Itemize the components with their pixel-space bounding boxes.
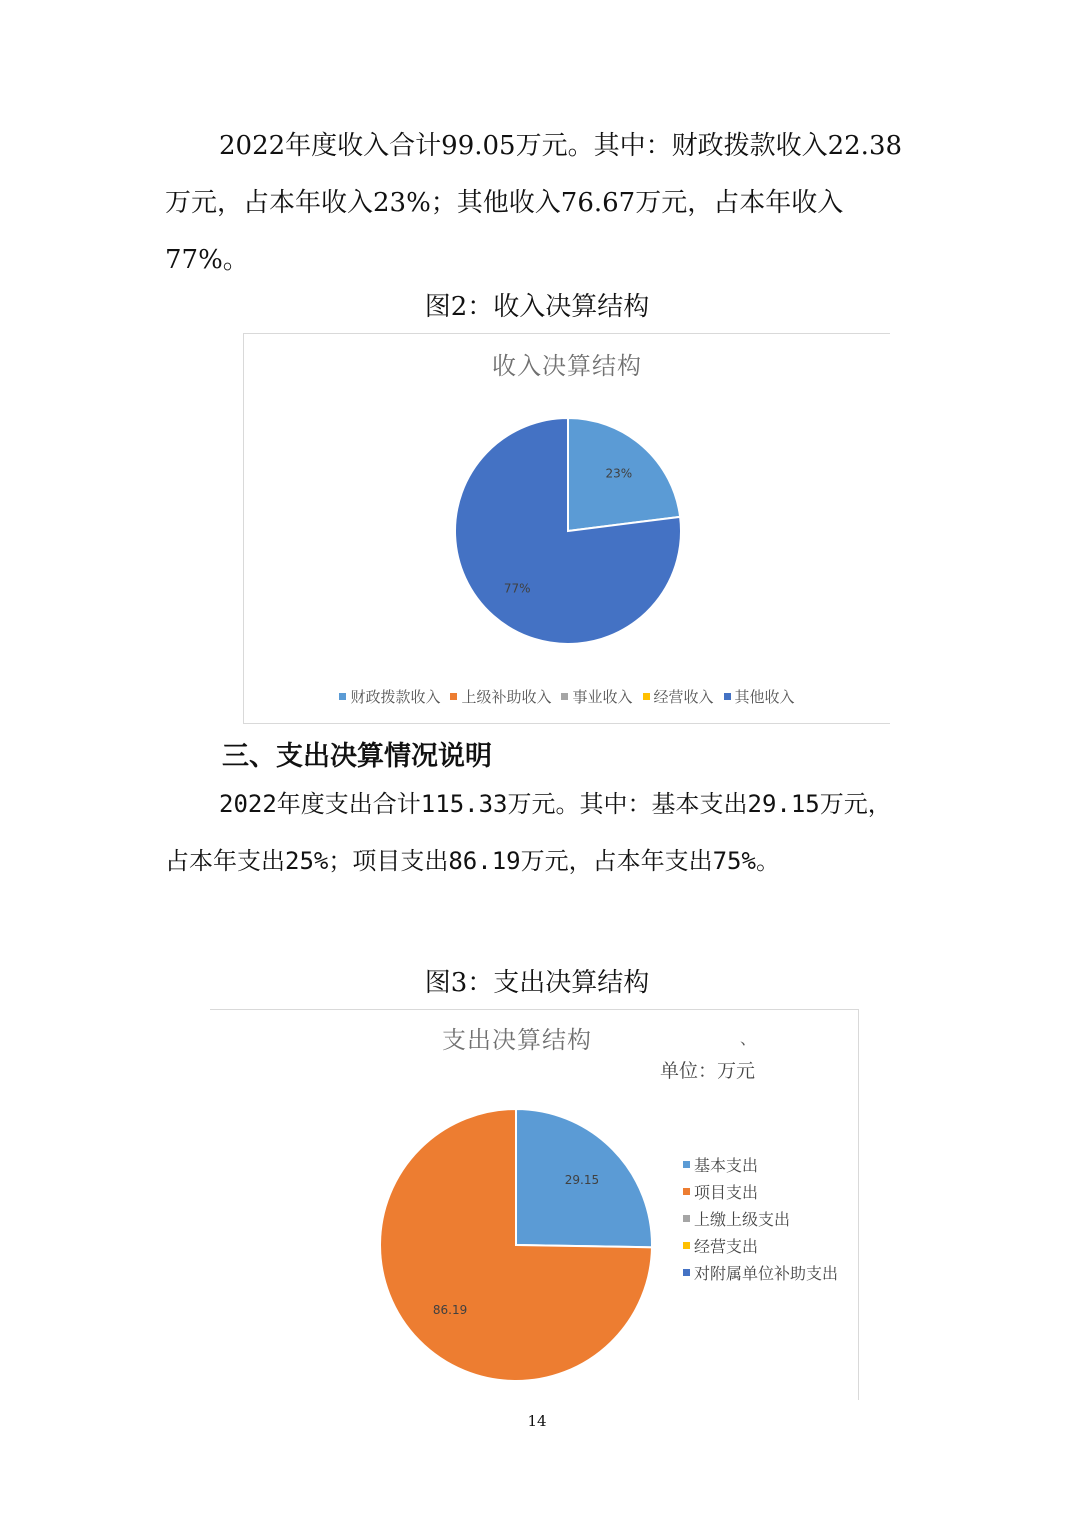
legend-label: 上缴上级支出	[694, 1210, 791, 1229]
legend-label: 上级补助收入	[461, 688, 552, 706]
legend-item	[450, 686, 551, 707]
slice-data-label: 23%	[605, 466, 633, 481]
legend-swatch	[450, 693, 457, 700]
income-legend	[244, 686, 890, 707]
expenditure-legend	[683, 1153, 838, 1284]
legend-swatch	[683, 1242, 690, 1249]
figure3-caption: 图3：支出决算结构	[424, 968, 650, 998]
legend-label: 经营支出	[694, 1237, 759, 1256]
legend-swatch	[643, 693, 650, 700]
legend-swatch	[683, 1215, 690, 1222]
legend-label: 财政拨款收入	[350, 688, 441, 706]
stray-mark: 、	[740, 1029, 757, 1048]
chart-title: 支出决算结构	[442, 1026, 592, 1054]
income-pie-svg	[244, 334, 890, 723]
legend-item	[683, 1261, 838, 1284]
legend-swatch	[683, 1269, 690, 1276]
expenditure-pie-chart	[210, 1009, 859, 1400]
legend-item	[643, 686, 714, 707]
legend-item	[683, 1207, 838, 1230]
legend-item	[561, 686, 632, 707]
income-pie-chart	[243, 333, 890, 724]
legend-item	[683, 1153, 838, 1176]
slice-data-label: 77%	[503, 581, 531, 596]
legend-swatch	[561, 693, 568, 700]
income-paragraph: 2022年度收入合计99.05万元。其中：财政拨款收入22.38万元，占本年收入23%；其他收入76.67万元，占本年收入77%。	[165, 131, 903, 275]
chart-title: 收入决算结构	[492, 352, 642, 380]
legend-item	[683, 1180, 838, 1203]
legend-item	[683, 1234, 838, 1257]
legend-label: 事业收入	[572, 688, 633, 706]
legend-swatch	[683, 1161, 690, 1168]
legend-item	[724, 686, 795, 707]
expenditure-paragraph: 2022年度支出合计115.33万元。其中：基本支出29.15万元，占本年支出25%；项目支出86.19万元，占本年支出75%。	[165, 790, 892, 875]
legend-swatch	[339, 693, 346, 700]
legend-label: 对附属单位补助支出	[694, 1264, 839, 1283]
legend-label: 经营收入	[653, 688, 714, 706]
legend-swatch	[724, 693, 731, 700]
figure2-caption: 图2：收入决算结构	[424, 292, 650, 322]
slice-data-label: 86.19	[432, 1302, 468, 1317]
legend-label: 基本支出	[694, 1156, 759, 1175]
page-number: 14	[527, 1412, 547, 1430]
legend-label: 项目支出	[694, 1183, 759, 1202]
section-heading: 三、支出决算情况说明	[222, 741, 492, 772]
legend-label: 其他收入	[734, 688, 795, 706]
legend-item	[339, 686, 440, 707]
unit-label: 单位：万元	[660, 1060, 756, 1082]
slice-data-label: 29.15	[564, 1173, 600, 1188]
legend-swatch	[683, 1188, 690, 1195]
